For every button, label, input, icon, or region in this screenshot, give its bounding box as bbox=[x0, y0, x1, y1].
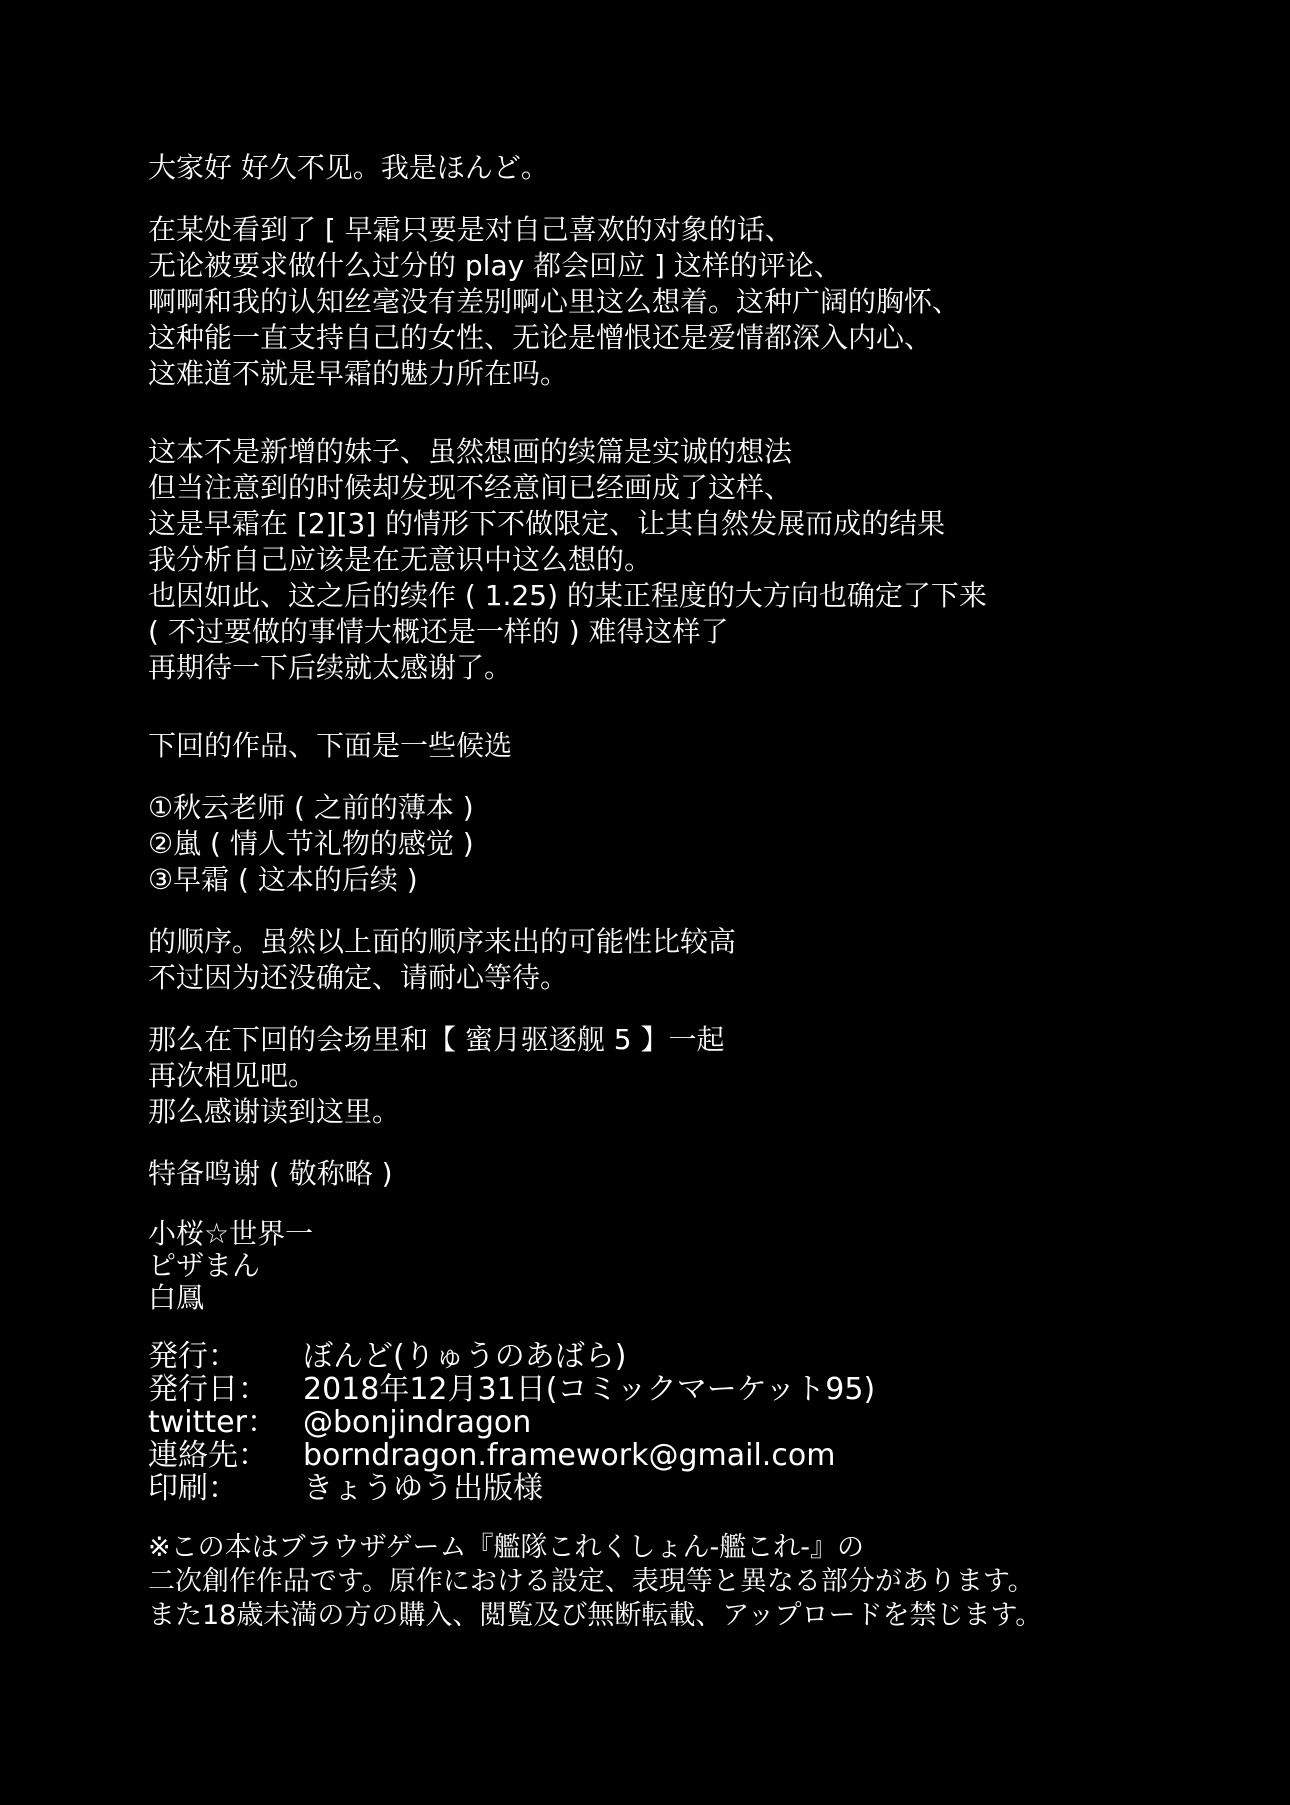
candidate-item: ③早霜 ( 这本的后续 ) bbox=[148, 863, 418, 896]
paragraph-line: 这本不是新增的妹子、虽然想画的续篇是实诚的想法 bbox=[148, 435, 793, 468]
colophon bbox=[148, 1340, 1268, 1505]
next-work-intro: 下回的作品、下面是一些候选 bbox=[148, 729, 513, 762]
notice-line: ※この本はブラウザゲーム『艦隊これくしょん-艦これ-』の bbox=[148, 1532, 865, 1563]
afterword-page bbox=[148, 150, 1268, 1633]
paragraph-line: 这是早霜在 [2][3] 的情形下不做限定、让其自然发展而成的结果 bbox=[148, 507, 946, 540]
copyright-notice bbox=[148, 1531, 1268, 1633]
paragraph-sequel bbox=[148, 434, 1268, 686]
thanks-list bbox=[148, 1218, 1268, 1314]
paragraph-line: 不过因为还没确定、请耐心等待。 bbox=[148, 961, 569, 994]
paragraph-comment bbox=[148, 212, 1268, 392]
greeting-text: 大家好 好久不见。我是ほんど。 bbox=[148, 151, 549, 184]
paragraph-line: 也因如此、这之后的续作 ( 1.25) 的某正程度的大方向也确定了下来 bbox=[148, 579, 987, 612]
paragraph-line: 再次相见吧。 bbox=[148, 1059, 317, 1092]
paragraph-line: 但当注意到的时候却发现不经意间已经画成了这样、 bbox=[148, 471, 793, 504]
paragraph-line: 再期待一下后续就太感谢了。 bbox=[148, 651, 513, 684]
twitter-label: twitter： bbox=[148, 1405, 277, 1440]
publisher-value: ぼんど(りゅうのあばら) bbox=[303, 1339, 627, 1374]
twitter-value: @bonjindragon bbox=[303, 1405, 532, 1440]
publisher-label: 発行： bbox=[148, 1339, 238, 1374]
paragraph-line: 这种能一直支持自己的女性、无论是憎恨还是爱情都深入内心、 bbox=[148, 321, 933, 354]
paragraph-line: 我分析自己应该是在无意识中这么想的。 bbox=[148, 543, 653, 576]
paragraph-line: 啊啊和我的认知丝毫没有差别啊心里这么想着。这种广阔的胸怀、 bbox=[148, 285, 961, 318]
date-label: 発行日： bbox=[148, 1372, 268, 1407]
candidate-item: ①秋云老师 ( 之前的薄本 ) bbox=[148, 791, 474, 824]
date-value: 2018年12月31日(コミックマーケット95) bbox=[303, 1372, 876, 1407]
notice-line: 二次創作作品です。原作における設定、表現等と異なる部分があります。 bbox=[148, 1566, 1035, 1597]
notice-line: また18歳未満の方の購入、閲覧及び無断転載、アップロードを禁じます。 bbox=[148, 1600, 1043, 1631]
print-label: 印刷： bbox=[148, 1471, 238, 1506]
paragraph-line: 无论被要求做什么过分的 play 都会回应 ] 这样的评论、 bbox=[148, 249, 842, 282]
paragraph-line: 在某处看到了 [ 早霜只要是对自己喜欢的对象的话、 bbox=[148, 213, 793, 246]
paragraph-line: 这难道不就是早霜的魅力所在吗。 bbox=[148, 357, 569, 390]
thanks-heading: 特备鸣谢 ( 敬称略 ) bbox=[148, 1157, 393, 1190]
thanks-name: ピザまん bbox=[148, 1249, 261, 1282]
thanks-name: 小桜☆世界一 bbox=[148, 1217, 314, 1250]
candidate-item: ②嵐 ( 情人节礼物的感觉 ) bbox=[148, 827, 474, 860]
contact-email: borndragon.framework@gmail.com bbox=[303, 1438, 836, 1473]
thanks-name: 白鳳 bbox=[148, 1281, 205, 1314]
paragraph-line: 那么感谢读到这里。 bbox=[148, 1095, 401, 1128]
paragraph-line: 的顺序。虽然以上面的顺序来出的可能性比较高 bbox=[148, 925, 737, 958]
farewell bbox=[148, 1022, 1268, 1130]
paragraph-line: 那么在下回的会场里和【 蜜月驱逐舰 5 】一起 bbox=[148, 1023, 725, 1056]
print-value: きょうゆう出版様 bbox=[303, 1471, 543, 1506]
paragraph-line: ( 不过要做的事情大概还是一样的 ) 难得这样了 bbox=[148, 615, 729, 648]
contact-label: 連絡先： bbox=[148, 1438, 268, 1473]
candidate-list bbox=[148, 790, 1268, 898]
order-note bbox=[148, 924, 1268, 996]
